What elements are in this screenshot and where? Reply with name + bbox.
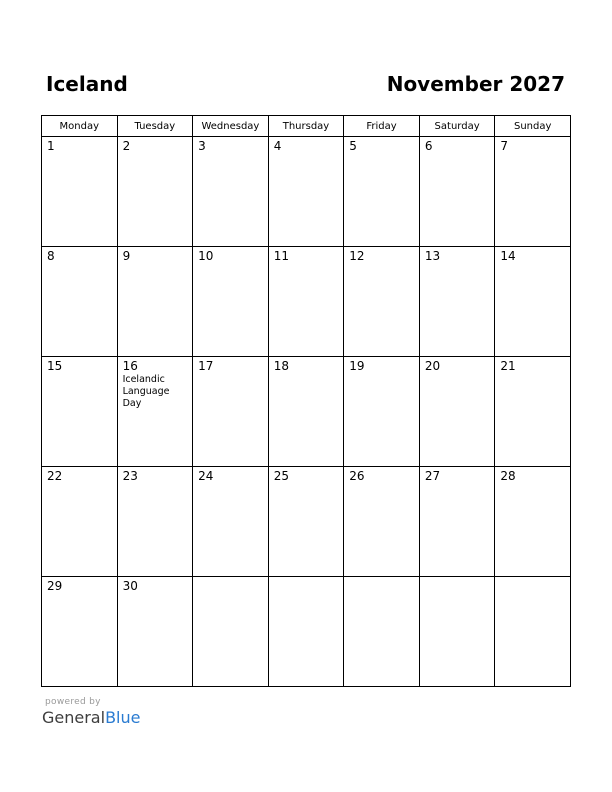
day-cell-empty bbox=[344, 577, 420, 687]
weekday-header: Thursday bbox=[268, 116, 344, 137]
powered-by-label: powered by bbox=[45, 697, 101, 707]
day-number: 29 bbox=[47, 579, 63, 593]
day-number: 20 bbox=[424, 359, 441, 373]
day-number: 3 bbox=[198, 139, 206, 153]
weekday-header: Saturday bbox=[419, 116, 495, 137]
brand-blue-text: Blue bbox=[105, 708, 141, 727]
day-number: 7 bbox=[500, 139, 509, 153]
day-cell bbox=[117, 137, 193, 247]
day-number: 21 bbox=[500, 359, 516, 373]
day-number: 8 bbox=[47, 249, 55, 263]
day-cell bbox=[193, 357, 269, 467]
week-row bbox=[42, 137, 571, 247]
day-cell bbox=[419, 357, 495, 467]
weekday-header-row bbox=[42, 116, 571, 137]
day-number: 26 bbox=[349, 469, 365, 483]
day-cell bbox=[42, 357, 118, 467]
day-cell bbox=[117, 247, 193, 357]
day-number: 2 bbox=[122, 139, 131, 153]
month-title: November 2027 bbox=[386, 72, 565, 96]
day-number: 5 bbox=[349, 139, 357, 153]
day-number: 1 bbox=[47, 139, 55, 153]
day-cell bbox=[495, 137, 571, 247]
day-cell bbox=[268, 357, 344, 467]
day-number: 28 bbox=[500, 469, 516, 483]
day-cell bbox=[193, 467, 269, 577]
day-number: 9 bbox=[122, 249, 131, 263]
day-number: 27 bbox=[424, 469, 441, 483]
day-number: 23 bbox=[122, 469, 138, 483]
calendar-grid bbox=[41, 115, 571, 687]
day-cell-empty bbox=[495, 577, 571, 687]
day-cell bbox=[268, 467, 344, 577]
day-cell-empty bbox=[193, 577, 269, 687]
week-row bbox=[42, 467, 571, 577]
day-cell bbox=[344, 357, 420, 467]
day-cell bbox=[117, 467, 193, 577]
day-cell bbox=[344, 137, 420, 247]
day-cell bbox=[268, 247, 344, 357]
week-row bbox=[42, 357, 571, 467]
weekday-header: Wednesday bbox=[193, 116, 269, 137]
brand-general-text: General bbox=[42, 708, 106, 727]
day-cell bbox=[117, 357, 193, 467]
day-number: 6 bbox=[424, 139, 433, 153]
day-number: 15 bbox=[47, 359, 63, 373]
weekday-header: Monday bbox=[42, 116, 118, 137]
day-cell bbox=[42, 577, 118, 687]
day-cell bbox=[495, 467, 571, 577]
day-cell bbox=[419, 247, 495, 357]
day-number: 13 bbox=[424, 249, 441, 263]
week-row bbox=[42, 247, 571, 357]
day-number: 16 bbox=[122, 359, 138, 373]
day-cell bbox=[495, 247, 571, 357]
day-cell bbox=[117, 577, 193, 687]
day-cell bbox=[193, 137, 269, 247]
weekday-header: Sunday bbox=[495, 116, 571, 137]
day-cell bbox=[344, 467, 420, 577]
day-number: 22 bbox=[47, 469, 63, 483]
day-cell bbox=[419, 137, 495, 247]
day-cell bbox=[193, 247, 269, 357]
day-number: 18 bbox=[273, 359, 289, 373]
day-cell-empty bbox=[419, 577, 495, 687]
day-cell bbox=[495, 357, 571, 467]
day-cell-empty bbox=[268, 577, 344, 687]
weekday-header: Friday bbox=[344, 116, 420, 137]
day-cell bbox=[42, 467, 118, 577]
day-number: 12 bbox=[349, 249, 365, 263]
week-row bbox=[42, 577, 571, 687]
weekday-header: Tuesday bbox=[117, 116, 193, 137]
day-number: 17 bbox=[198, 359, 214, 373]
day-cell bbox=[344, 247, 420, 357]
country-title: Iceland bbox=[46, 72, 128, 96]
holiday-label: Icelandic Language Day bbox=[122, 374, 170, 409]
day-number: 25 bbox=[273, 469, 289, 483]
day-number: 30 bbox=[122, 579, 138, 593]
day-number: 4 bbox=[273, 139, 282, 153]
day-number: 11 bbox=[273, 249, 289, 263]
day-cell bbox=[42, 247, 118, 357]
day-cell bbox=[42, 137, 118, 247]
brand-logo[interactable] bbox=[42, 708, 140, 728]
day-number: 10 bbox=[198, 249, 214, 263]
day-cell bbox=[419, 467, 495, 577]
day-number: 24 bbox=[198, 469, 214, 483]
day-number: 14 bbox=[500, 249, 516, 263]
day-cell bbox=[268, 137, 344, 247]
day-number: 19 bbox=[349, 359, 365, 373]
